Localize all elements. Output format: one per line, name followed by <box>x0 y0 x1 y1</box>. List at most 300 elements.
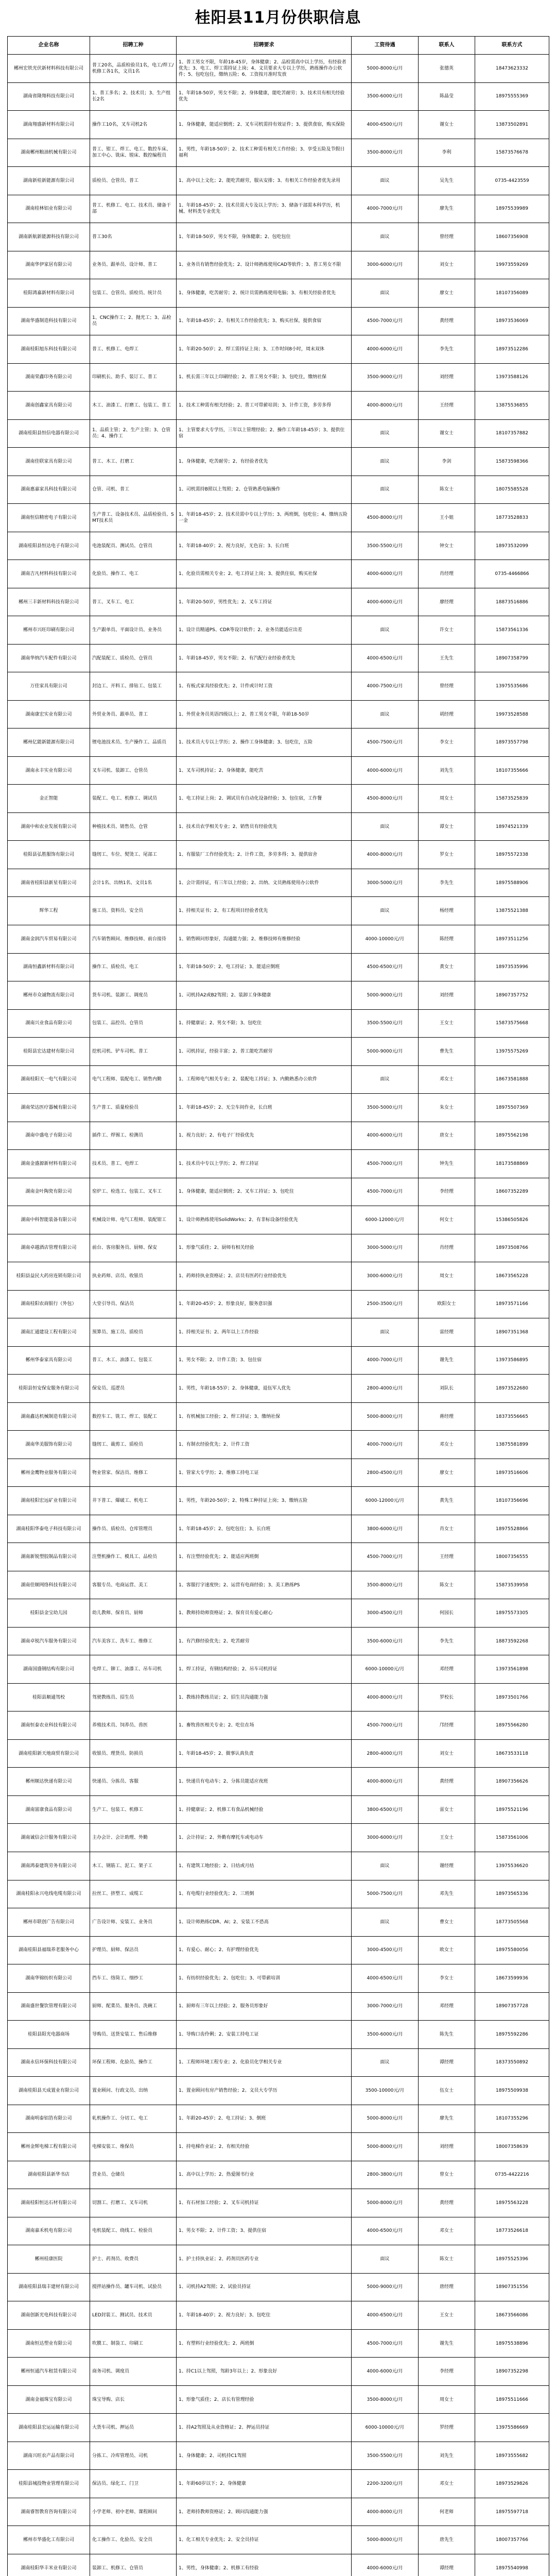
phone-cell: 18907357728 <box>475 1992 549 2021</box>
phone-cell: 18107355296 <box>475 2105 549 2133</box>
job-cell: 普工、机修工、电焊工 <box>90 335 177 364</box>
company-cell: 湖南金福珠宝有限公司 <box>8 2385 90 2414</box>
company-cell: 湖南永丰实业有限公司 <box>8 756 90 785</box>
salary-cell: 面议 <box>352 700 419 728</box>
requirements-cell: 1、业务员有销售经验优先；2、设计师熟练使用CAD等软件；3、普工男女不限 <box>177 251 352 279</box>
table-row <box>8 1206 549 1234</box>
requirements-cell: 1、技术工种需有相关经验；2、普工可带薪培训；3、计件工资，多劳多得 <box>177 392 352 420</box>
table-row <box>8 1627 549 1655</box>
salary-cell: 2800-4500元/月 <box>352 1459 419 1487</box>
company-cell: 万佳家具有限公司 <box>8 672 90 701</box>
requirements-cell: 1、年龄18-50岁，男女不限；2、身体健康，能吃苦耐劳；3、技术员有相关经验优先 <box>177 82 352 111</box>
phone-cell: 13875581899 <box>475 1431 549 1459</box>
requirements-cell: 1、男女不限；2、计件工资；3、包住宿 <box>177 1346 352 1375</box>
salary-cell: 4000-8000元/月 <box>352 841 419 869</box>
company-cell: 桂阳县益民大药房连锁有限公司 <box>8 1262 90 1291</box>
job-cell: 保洁员、绿化工、门卫 <box>90 2470 177 2498</box>
requirements-cell: 1、置业顾问有房产销售经验；2、文员大专学历 <box>177 2077 352 2105</box>
salary-cell: 2800-4000元/月 <box>352 1739 419 1768</box>
phone-cell: 18975509938 <box>475 2077 549 2105</box>
requirements-cell: 1、焊工持证，有钢结构经验；2、吊车司机持证 <box>177 1655 352 1684</box>
table-row <box>8 2133 549 2161</box>
salary-cell: 3500-9000元/月 <box>352 363 419 392</box>
salary-cell: 2500-3500元/月 <box>352 1290 419 1318</box>
company-cell: 郴州市华盛化工有限公司 <box>8 2526 90 2554</box>
company-cell: 湖南恒泰农业科技有限公司 <box>8 1711 90 1740</box>
contact-cell: 肖经理 <box>419 1234 475 1262</box>
contact-cell: 李女士 <box>419 1964 475 1993</box>
phone-cell: 18907356626 <box>475 1768 549 1796</box>
salary-cell: 面议 <box>352 1908 419 1937</box>
salary-cell: 4000-6500元/月 <box>352 2301 419 2330</box>
requirements-cell: 1、年龄20-45岁；2、电工持证；3、倒班 <box>177 2105 352 2133</box>
job-cell: 幼儿教师、保育员、厨师 <box>90 1599 177 1628</box>
company-cell: 湖南桂阳恒达石材有限公司 <box>8 2189 90 2217</box>
phone-cell: 18007358639 <box>475 2133 549 2161</box>
table-row <box>8 1234 549 1262</box>
table-row <box>8 2498 549 2526</box>
table-row <box>8 1431 549 1459</box>
company-cell: 湖南金盛源新材料有限公司 <box>8 1150 90 1178</box>
table-row <box>8 1739 549 1768</box>
salary-cell: 4500-7000元/月 <box>352 1543 419 1571</box>
contact-cell: 邓女士 <box>419 1065 475 1094</box>
phone-cell: 18673566086 <box>475 2301 549 2330</box>
table-row <box>8 1178 549 1206</box>
company-cell: 湖南桂阳县恒信电器有限公司 <box>8 419 90 448</box>
table-row <box>8 2273 549 2301</box>
phone-cell: 18973555682 <box>475 2442 549 2470</box>
salary-cell: 3500-6000元/月 <box>352 2021 419 2049</box>
salary-cell: 4000-8000元/月 <box>352 1683 419 1711</box>
contact-cell: 王先生 <box>419 644 475 672</box>
phone-cell: 15873525839 <box>475 785 549 813</box>
requirements-cell: 1、有纺织经验优先；2、包吃住；3、可带薪培训 <box>177 1964 352 1993</box>
requirements-cell: 1、技术员中专以上学历；2、焊工持证 <box>177 1150 352 1178</box>
salary-cell: 4000-6500元/月 <box>352 111 419 139</box>
table-row <box>8 2189 549 2217</box>
company-cell: 辉华工程 <box>8 897 90 925</box>
contact-cell: 李经理 <box>419 2358 475 2386</box>
salary-cell: 面议 <box>352 476 419 504</box>
job-cell: 电池装配员、测试员、仓管员 <box>90 532 177 560</box>
requirements-cell: 1、年龄18-45岁；2、技术员需中专以上学历；3、两班倒，包吃住；4、缴纳五险一金 <box>177 504 352 532</box>
company-cell: 桂阳县宏达建材有限公司 <box>8 1038 90 1066</box>
requirements-cell: 1、年龄18-45岁；2、无尘车间作业，长白班 <box>177 1094 352 1122</box>
job-cell: 井下普工、爆破工、机电工 <box>90 1487 177 1515</box>
contact-cell: 黄女士 <box>419 953 475 981</box>
table-row <box>8 1824 549 1852</box>
table-row <box>8 1038 549 1066</box>
table-row <box>8 1936 549 1964</box>
job-cell: 包装工、仓管员、质检员、统计员 <box>90 279 177 308</box>
table-row <box>8 532 549 560</box>
header-phone: 联系方式 <box>475 37 549 55</box>
salary-cell: 面议 <box>352 448 419 476</box>
contact-cell: 钟女士 <box>419 532 475 560</box>
job-cell: 会计1名、出纳1名、文员1名 <box>90 869 177 897</box>
requirements-cell: 1、畜牧兽医相关专业；2、吃住在场 <box>177 1711 352 1740</box>
salary-cell: 4500-7000元/月 <box>352 1150 419 1178</box>
job-cell: 挖机司机、铲车司机、普工 <box>90 1038 177 1066</box>
table-row <box>8 139 549 167</box>
company-cell: 湖南惠嘉家具科技有限公司 <box>8 476 90 504</box>
contact-cell: 杨经理 <box>419 897 475 925</box>
company-cell: 湖南兴业食品有限公司 <box>8 1009 90 1038</box>
contact-cell: 刘经理 <box>419 363 475 392</box>
contact-cell: 欧阳女士 <box>419 1290 475 1318</box>
phone-cell: 18907351368 <box>475 1318 549 1347</box>
job-cell: 电梯安装工、维保员 <box>90 2133 177 2161</box>
contact-cell: 廖先生 <box>419 2105 475 2133</box>
contact-cell: 陈先生 <box>419 2021 475 2049</box>
table-row <box>8 2470 549 2498</box>
contact-cell: 肖女士 <box>419 1515 475 1543</box>
job-cell: 仓管、司机、普工 <box>90 476 177 504</box>
contact-cell: 王女士 <box>419 1009 475 1038</box>
salary-cell: 面议 <box>352 1318 419 1347</box>
phone-cell: 18673565228 <box>475 1262 549 1291</box>
job-cell: 叉车司机、装卸工、仓管员 <box>90 756 177 785</box>
requirements-cell: 1、司机持A2或B2驾照；2、装卸工身体健康 <box>177 981 352 1010</box>
salary-cell: 2800-4000元/月 <box>352 1375 419 1403</box>
salary-cell: 3500-8000元/月 <box>352 1571 419 1599</box>
salary-cell: 4000-6000元/月 <box>352 1122 419 1150</box>
company-cell: 湖南金润汽车贸易有限公司 <box>8 925 90 953</box>
contact-cell: 李剑 <box>419 448 475 476</box>
requirements-cell: 1、司机持A2驾照；2、试验员持证 <box>177 2273 352 2301</box>
phone-cell: 13975586669 <box>475 2414 549 2442</box>
requirements-cell: 1、身体健康，吃苦耐劳；2、统计员需熟练使用电脑；3、有相关经验者优先 <box>177 279 352 308</box>
company-cell: 湖南诚信会计服务有限公司 <box>8 1824 90 1852</box>
job-cell: 操作工、质检员、电工 <box>90 953 177 981</box>
requirements-cell: 1、年龄60岁以下；2、身体健康 <box>177 2470 352 2498</box>
job-cell: 普工、机修工、电工、技术员、储备干部 <box>90 195 177 223</box>
contact-cell: 李先生 <box>419 1627 475 1655</box>
contact-cell: 陈女士 <box>419 1571 475 1599</box>
table-row <box>8 1009 549 1038</box>
phone-cell: 18007356555 <box>475 1543 549 1571</box>
phone-cell: 18975538896 <box>475 2329 549 2358</box>
company-cell: 湖南恒鑫新材料有限公司 <box>8 953 90 981</box>
company-cell: 郴州华泰家具有限公司 <box>8 1346 90 1375</box>
contact-cell: 何老师 <box>419 2498 475 2526</box>
phone-cell: 18975563228 <box>475 2189 549 2217</box>
phone-cell: 15873576678 <box>475 139 549 167</box>
job-cell: 小学老师、初中老师、课程顾问 <box>90 2498 177 2526</box>
requirements-cell: 1、教师持幼师资格证；2、保育员有爱心耐心 <box>177 1599 352 1628</box>
company-cell: 湖南卓锐汽车服务有限公司 <box>8 1627 90 1655</box>
phone-cell: 18773526618 <box>475 2217 549 2245</box>
job-cell: 电焊工、铆工、油漆工、吊车司机 <box>90 1655 177 1684</box>
salary-cell: 4000-10000元/月 <box>352 925 419 953</box>
company-cell: 湖南创新光电科技有限公司 <box>8 2301 90 2330</box>
requirements-cell: 1、高中以上文化；2、能吃苦耐劳，服从安排；3、有相关工作经验者优先录用 <box>177 167 352 195</box>
contact-cell: 廖女士 <box>419 1459 475 1487</box>
table-row <box>8 1290 549 1318</box>
requirements-cell: 1、持相关证书；2、两年以上工作经验 <box>177 1318 352 1347</box>
salary-cell: 4000-6000元/月 <box>352 335 419 364</box>
table-row <box>8 1908 549 1937</box>
phone-cell: 13873502891 <box>475 111 549 139</box>
company-cell: 湖南汇通建设工程有限公司 <box>8 1318 90 1347</box>
salary-cell: 5000-8000元/月 <box>352 55 419 83</box>
company-cell: 湖南省桂阳县新星有限公司 <box>8 869 90 897</box>
phone-cell: 18973536069 <box>475 307 549 335</box>
table-row <box>8 2414 549 2442</box>
company-cell: 湖南郴州粮油机械有限公司 <box>8 139 90 167</box>
phone-cell: 18975572338 <box>475 841 549 869</box>
company-cell: 湖南明泰铝箔有限公司 <box>8 2105 90 2133</box>
job-cell: 货车司机、装卸工、调度员 <box>90 981 177 1010</box>
salary-cell: 4000-7500元/月 <box>352 672 419 701</box>
table-row <box>8 560 549 588</box>
company-cell: 湖南国盛钢结构有限公司 <box>8 1655 90 1684</box>
requirements-cell: 1、年龄18-45岁；2、包吃包住；3、长白班 <box>177 1515 352 1543</box>
salary-cell: 4500-7500元/月 <box>352 728 419 757</box>
header-requirements: 招聘要求 <box>177 37 352 55</box>
phone-cell: 18673599936 <box>475 1964 549 1993</box>
salary-cell: 4000-6500元/月 <box>352 1964 419 1993</box>
job-cell: 缝纫工、车位、熨烫工、尾部工 <box>90 841 177 869</box>
phone-cell: 18973557798 <box>475 728 549 757</box>
phone-cell: 18975597718 <box>475 2498 549 2526</box>
job-cell: 保安员、巡逻员 <box>90 1375 177 1403</box>
salary-cell: 3500-5500元/月 <box>352 532 419 560</box>
phone-cell: 18673533118 <box>475 1739 549 1768</box>
job-cell: 置业顾问、行政文员、出纳 <box>90 2077 177 2105</box>
phone-cell: 15873539958 <box>475 1571 549 1599</box>
requirements-cell: 1、快递员有电动车；2、分拣员能适应夜班 <box>177 1768 352 1796</box>
salary-cell: 4500-8000元/月 <box>352 785 419 813</box>
job-cell: 护士、药剂员、收费员 <box>90 2245 177 2274</box>
table-row <box>8 335 549 364</box>
company-cell: 湖南中科智能装备有限公司 <box>8 1206 90 1234</box>
job-cell: 木工、油漆工、打磨工、包装工、普工 <box>90 392 177 420</box>
contact-cell: 谢女士 <box>419 419 475 448</box>
salary-cell: 3500-5500元/月 <box>352 2442 419 2470</box>
requirements-cell: 1、设计员精通PS、CDR等设计软件；2、业务员能适应出差 <box>177 616 352 645</box>
table-row <box>8 1964 549 1993</box>
salary-cell: 4500-7000元/月 <box>352 1711 419 1740</box>
company-cell: 湖南桂阳县瑞丰建材有限公司 <box>8 2273 90 2301</box>
phone-cell: 18975521196 <box>475 1795 549 1824</box>
salary-cell: 4000-8000元/月 <box>352 1768 419 1796</box>
requirements-cell: 1、年龄18-40岁；2、视力良好；3、包吃住 <box>177 2301 352 2330</box>
table-row <box>8 2554 549 2576</box>
salary-cell: 4500-7000元/月 <box>352 307 419 335</box>
contact-cell: 唐经理 <box>419 2273 475 2301</box>
phone-cell: 18975566280 <box>475 1711 549 1740</box>
salary-cell: 4000-6000元/月 <box>352 2358 419 2386</box>
phone-cell: 13975575269 <box>475 1038 549 1066</box>
job-cell: 1、CNC操作工；2、抛光工；3、品检员 <box>90 307 177 335</box>
contact-cell: 廖先生 <box>419 195 475 223</box>
header-salary: 工资待遇 <box>352 37 419 55</box>
requirements-cell: 1、身体健康，吃苦耐劳；2、有经验者优先 <box>177 448 352 476</box>
table-row <box>8 1122 549 1150</box>
company-cell: 湖南桂阳县宏运运输有限公司 <box>8 2414 90 2442</box>
contact-cell: 伍女士 <box>419 2077 475 2105</box>
job-cell: 前台、客房服务员、厨师、保安 <box>90 1234 177 1262</box>
table-header <box>8 37 549 55</box>
salary-cell: 3500-6000元/月 <box>352 1627 419 1655</box>
job-cell: 缝纫工、裁剪工、质检员 <box>90 1431 177 1459</box>
salary-cell: 5000-8000元/月 <box>352 2526 419 2554</box>
requirements-cell: 1、持相关证书；2、有工程项目经验者优先 <box>177 897 352 925</box>
requirements-cell: 1、技术员大专以上学历；2、操作工身体健康；3、包吃住，五险 <box>177 728 352 757</box>
salary-cell: 6000-12000元/月 <box>352 1487 419 1515</box>
job-cell: 搅拌站操作员、罐车司机、试验员 <box>90 2273 177 2301</box>
phone-cell: 13875536855 <box>475 392 549 420</box>
table-row <box>8 2385 549 2414</box>
company-cell: 湖南华盛制造科技有限公司 <box>8 307 90 335</box>
header-row <box>8 37 549 55</box>
job-cell: 普工、木工、油漆工、包装工 <box>90 1346 177 1375</box>
contact-cell: 王经理 <box>419 392 475 420</box>
company-cell: 湖南翔盛新材料有限公司 <box>8 111 90 139</box>
contact-cell: 何女士 <box>419 1206 475 1234</box>
company-cell: 金正智能 <box>8 785 90 813</box>
requirements-cell: 1、持健康证；2、机修工有食品机械经验 <box>177 1795 352 1824</box>
contact-cell: 蒋经理 <box>419 1402 475 1431</box>
company-cell: 湖南桂阳农商银行（外包） <box>8 1290 90 1318</box>
phone-cell: 18975511666 <box>475 2385 549 2414</box>
salary-cell: 面议 <box>352 1065 419 1094</box>
company-cell: 湖南佳联家具有限公司 <box>8 448 90 476</box>
salary-cell: 4000-8000元/月 <box>352 2498 419 2526</box>
company-cell: 湖南桂阳新天地商贸有限公司 <box>8 1739 90 1768</box>
phone-cell: 18975525396 <box>475 2245 549 2274</box>
table-row <box>8 644 549 672</box>
table-row <box>8 2217 549 2245</box>
salary-cell: 面议 <box>352 2245 419 2274</box>
company-cell: 湖南桂阳华丰米业有限公司 <box>8 2554 90 2576</box>
header-company: 企业名称 <box>8 37 90 55</box>
job-cell: 化工操作工、化验员、安全员 <box>90 2526 177 2554</box>
table-row <box>8 2077 549 2105</box>
requirements-cell: 1、会计持证；2、外勤有摩托车或电动车 <box>177 1824 352 1852</box>
job-cell: 生产普工、设备技术员、品质检验员、SMT技术员 <box>90 504 177 532</box>
table-row <box>8 419 549 448</box>
requirements-cell: 1、技术员农学相关专业；2、销售员有经验优先 <box>177 812 352 841</box>
company-cell: 湖南永信环保科技有限公司 <box>8 2048 90 2077</box>
company-cell: 郴州桂康医院 <box>8 2245 90 2274</box>
phone-cell: 18973501766 <box>475 1683 549 1711</box>
company-cell: 湖南金叶陶瓷有限公司 <box>8 1178 90 1206</box>
contact-cell: 廖经理 <box>419 588 475 616</box>
contact-cell: 欧女士 <box>419 1936 475 1964</box>
phone-cell: 19973559269 <box>475 251 549 279</box>
phone-cell: 18107355666 <box>475 756 549 785</box>
requirements-cell: 1、化工相关专业优先；2、安全员持证 <box>177 2526 352 2554</box>
phone-cell: 13975536620 <box>475 1852 549 1880</box>
job-cell: 1、普工多名；2、技术员；3、生产组长2名 <box>90 82 177 111</box>
table-row <box>8 1852 549 1880</box>
requirements-cell: 1、叉车司机持证；2、身体健康，能吃苦 <box>177 756 352 785</box>
requirements-cell: 1、机长需三年以上印刷经验；2、普工男女不限；3、包吃住，缴纳社保 <box>177 363 352 392</box>
company-cell: 湖南恒信精密电子有限公司 <box>8 504 90 532</box>
company-cell: 湖南省隆翔科技有限公司 <box>8 82 90 111</box>
requirements-cell: 1、工程师环境工程专业；2、化验员化学相关专业 <box>177 2048 352 2077</box>
phone-cell: 15873575668 <box>475 1009 549 1038</box>
requirements-cell: 1、形象气质佳；2、店长有管理经验 <box>177 2385 352 2414</box>
contact-cell: 刘队长 <box>419 1375 475 1403</box>
job-cell: 导购员、送货安装工、售后维修 <box>90 2021 177 2049</box>
contact-cell: 曾经理 <box>419 672 475 701</box>
company-cell: 郴州顺达快递有限公司 <box>8 1768 90 1796</box>
phone-cell: 18975573305 <box>475 1599 549 1628</box>
table-row <box>8 223 549 251</box>
phone-cell: 18373556665 <box>475 1402 549 1431</box>
job-cell: 普工30名 <box>90 223 177 251</box>
requirements-cell: 1、身体健康；2、司机持C1驾照 <box>177 2442 352 2470</box>
salary-cell: 4500-7000元/月 <box>352 2329 419 2358</box>
table-row <box>8 841 549 869</box>
salary-cell: 3500-6000元/月 <box>352 82 419 111</box>
job-cell: LED封装工、测试员、技术员 <box>90 2301 177 2330</box>
table-row <box>8 82 549 111</box>
contact-cell: 陈女士 <box>419 2245 475 2274</box>
phone-cell: 13973586895 <box>475 1346 549 1375</box>
salary-cell: 4000-6000元/月 <box>352 588 419 616</box>
table-row <box>8 925 549 953</box>
job-cell: 厨师、配菜员、服务员、洗碗工 <box>90 1992 177 2021</box>
contact-cell: 邓女士 <box>419 2217 475 2245</box>
job-cell: 1、品质主管；2、生产主管；3、仓管员；4、操作工 <box>90 419 177 448</box>
job-cell: 包装工、品控员、仓管员 <box>90 1009 177 1038</box>
phone-cell: 18007357766 <box>475 2526 549 2554</box>
phone-cell: 18107356089 <box>475 279 549 308</box>
phone-cell: 18773505568 <box>475 1908 549 1937</box>
page-title: 桂阳县11月份供职信息 <box>195 9 361 27</box>
company-cell: 湖南中和农业发展有限公司 <box>8 812 90 841</box>
requirements-cell: 1、男性，身体健康；2、机修工有经验 <box>177 2554 352 2576</box>
contact-cell: 谢先生 <box>419 1346 475 1375</box>
job-cell: 生产工、包装工、机修工 <box>90 1795 177 1824</box>
job-cell: 窑炉工、检选工、包装工、叉车工 <box>90 1178 177 1206</box>
phone-cell: 18975540998 <box>475 2554 549 2576</box>
requirements-cell: 1、年龄18-50岁；2、电工持证；3、能适应倒班 <box>177 953 352 981</box>
contact-cell: 钟先生 <box>419 1150 475 1178</box>
requirements-cell: 1、年龄20-45岁；2、形象良好，服务意识强 <box>177 1290 352 1318</box>
phone-cell: 18975562198 <box>475 1122 549 1150</box>
salary-cell: 面议 <box>352 419 419 448</box>
job-cell: 快递员、分拣员、客服 <box>90 1768 177 1796</box>
contact-cell: 邓经理 <box>419 1655 475 1684</box>
salary-cell: 6000-10000元/月 <box>352 2414 419 2442</box>
company-cell: 桂阳县弘胜服饰有限公司 <box>8 841 90 869</box>
phone-cell: 18973511256 <box>475 925 549 953</box>
company-cell: 湖南华伊家居有限公司 <box>8 251 90 279</box>
contact-cell: 刘先生 <box>419 2442 475 2470</box>
job-cell: 执业药师、店员、收银员 <box>90 1262 177 1291</box>
salary-cell: 2800-3800元/月 <box>352 2161 419 2189</box>
phone-cell: 18473623332 <box>475 55 549 83</box>
company-cell: 桂阳县顺通驾校 <box>8 1683 90 1711</box>
requirements-cell: 1、年龄18-40岁；2、视力良好，无色盲；3、长白班 <box>177 532 352 560</box>
requirements-cell: 1、有注塑经验优先；2、能适应两班倒 <box>177 1543 352 1571</box>
phone-cell: 18607356908 <box>475 223 549 251</box>
job-cell: 施工员、资料员、安全员 <box>90 897 177 925</box>
job-cell: 挡车工、络筒工、细纱工 <box>90 1964 177 1993</box>
table-row <box>8 307 549 335</box>
job-cell: 普工、木工、打磨工 <box>90 448 177 476</box>
salary-cell: 4500-7000元/月 <box>352 1178 419 1206</box>
salary-cell: 面议 <box>352 616 419 645</box>
phone-cell: 18173588869 <box>475 1150 549 1178</box>
salary-cell: 5000-8000元/月 <box>352 1402 419 1431</box>
